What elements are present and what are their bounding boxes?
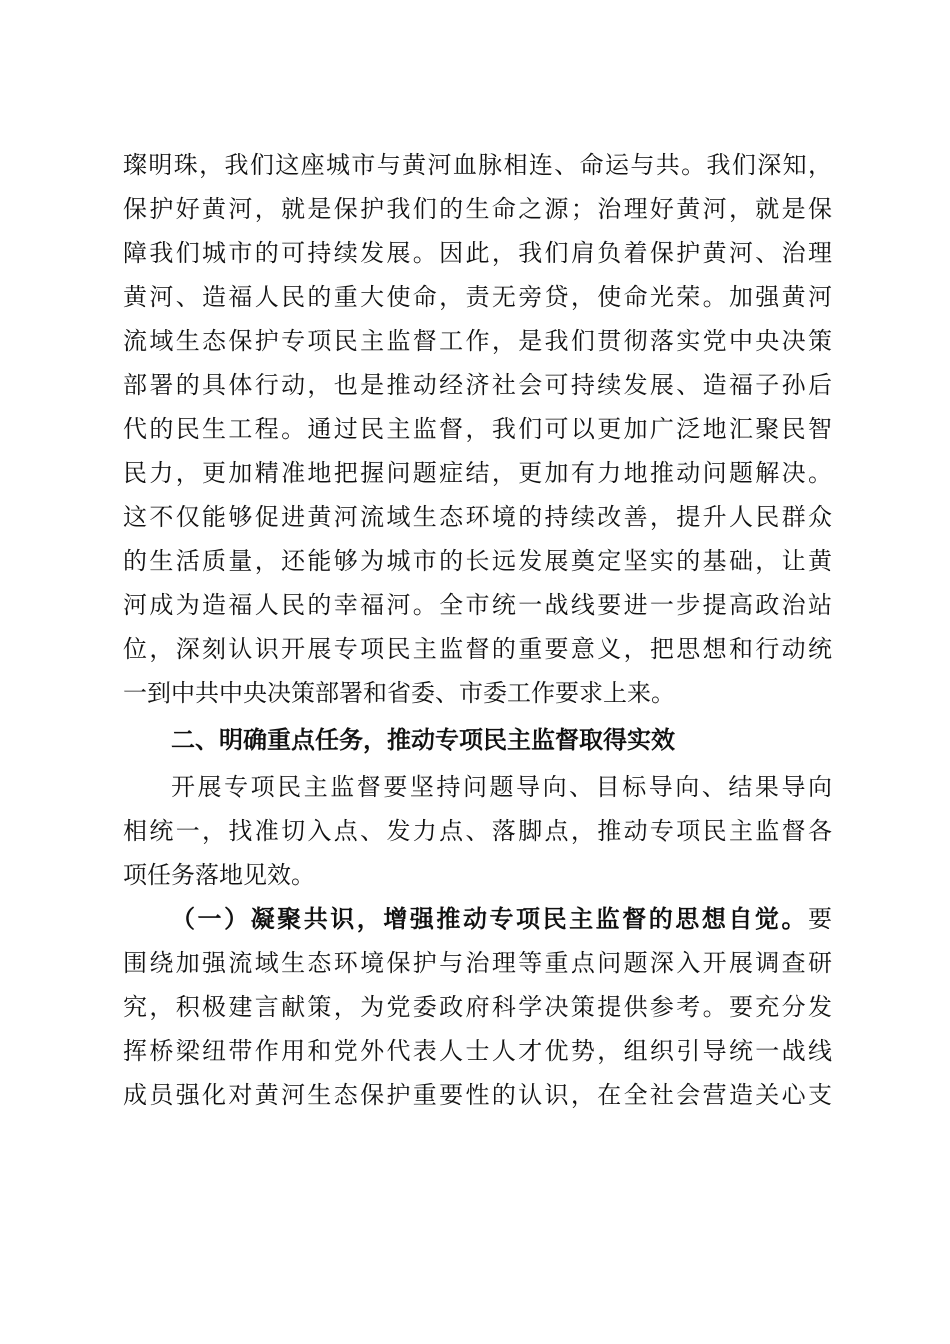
paragraph-line: 黄河、造福人民的重大使命，责无旁贷，使命光荣。加强黄河 [123,283,832,311]
paragraph-line: 障我们城市的可持续发展。因此，我们肩负着保护黄河、治理 [123,239,832,267]
subsection-first-line [171,897,832,941]
paragraph-line: 位，深刻认识开展专项民主监督的重要意义，把思想和行动统 [123,635,832,663]
subsection-title: （一）凝聚共识，增强推动专项民主监督的思想自觉。 [171,905,808,933]
paragraph-line: 代的民生工程。通过民主监督，我们可以更加广泛地汇聚民智 [123,415,832,443]
paragraph-line: 河成为造福人民的幸福河。全市统一战线要进一步提高政治站 [123,591,832,619]
paragraph-line: 挥桥梁纽带作用和党外代表人士人才优势，组织引导统一战线 [123,1037,832,1065]
paragraph-line: 一到中共中央决策部署和省委、市委工作要求上来。 [123,679,675,707]
paragraph-line: 部署的具体行动，也是推动经济社会可持续发展、造福子孙后 [123,371,832,399]
paragraph-line: 项任务落地见效。 [123,861,315,889]
subsection-first-line-rest: 要 [808,905,832,933]
paragraph-line: 璨明珠，我们这座城市与黄河血脉相连、命运与共。我们深知， [123,151,832,179]
section-heading: 二、明确重点任务，推动专项民主监督取得实效 [171,726,675,754]
paragraph-line: 开展专项民主监督要坚持问题导向、目标导向、结果导向 [171,773,832,801]
paragraph-line: 流域生态保护专项民主监督工作，是我们贯彻落实党中央决策 [123,327,832,355]
paragraph-line: 的生活质量，还能够为城市的长远发展奠定坚实的基础，让黄 [123,547,832,575]
paragraph-line: 保护好黄河，就是保护我们的生命之源；治理好黄河，就是保 [123,195,832,223]
paragraph-line: 这不仅能够促进黄河流域生态环境的持续改善，提升人民群众 [123,503,832,531]
paragraph-line: 究，积极建言献策，为党委政府科学决策提供参考。要充分发 [123,993,832,1021]
paragraph-line: 围绕加强流域生态环境保护与治理等重点问题深入开展调查研 [123,949,832,977]
paragraph-line: 成员强化对黄河生态保护重要性的认识，在全社会营造关心支 [123,1081,832,1109]
paragraph-line: 民力，更加精准地把握问题症结，更加有力地推动问题解决。 [123,459,832,487]
paragraph-line: 相统一，找准切入点、发力点、落脚点，推动专项民主监督各 [123,817,832,845]
